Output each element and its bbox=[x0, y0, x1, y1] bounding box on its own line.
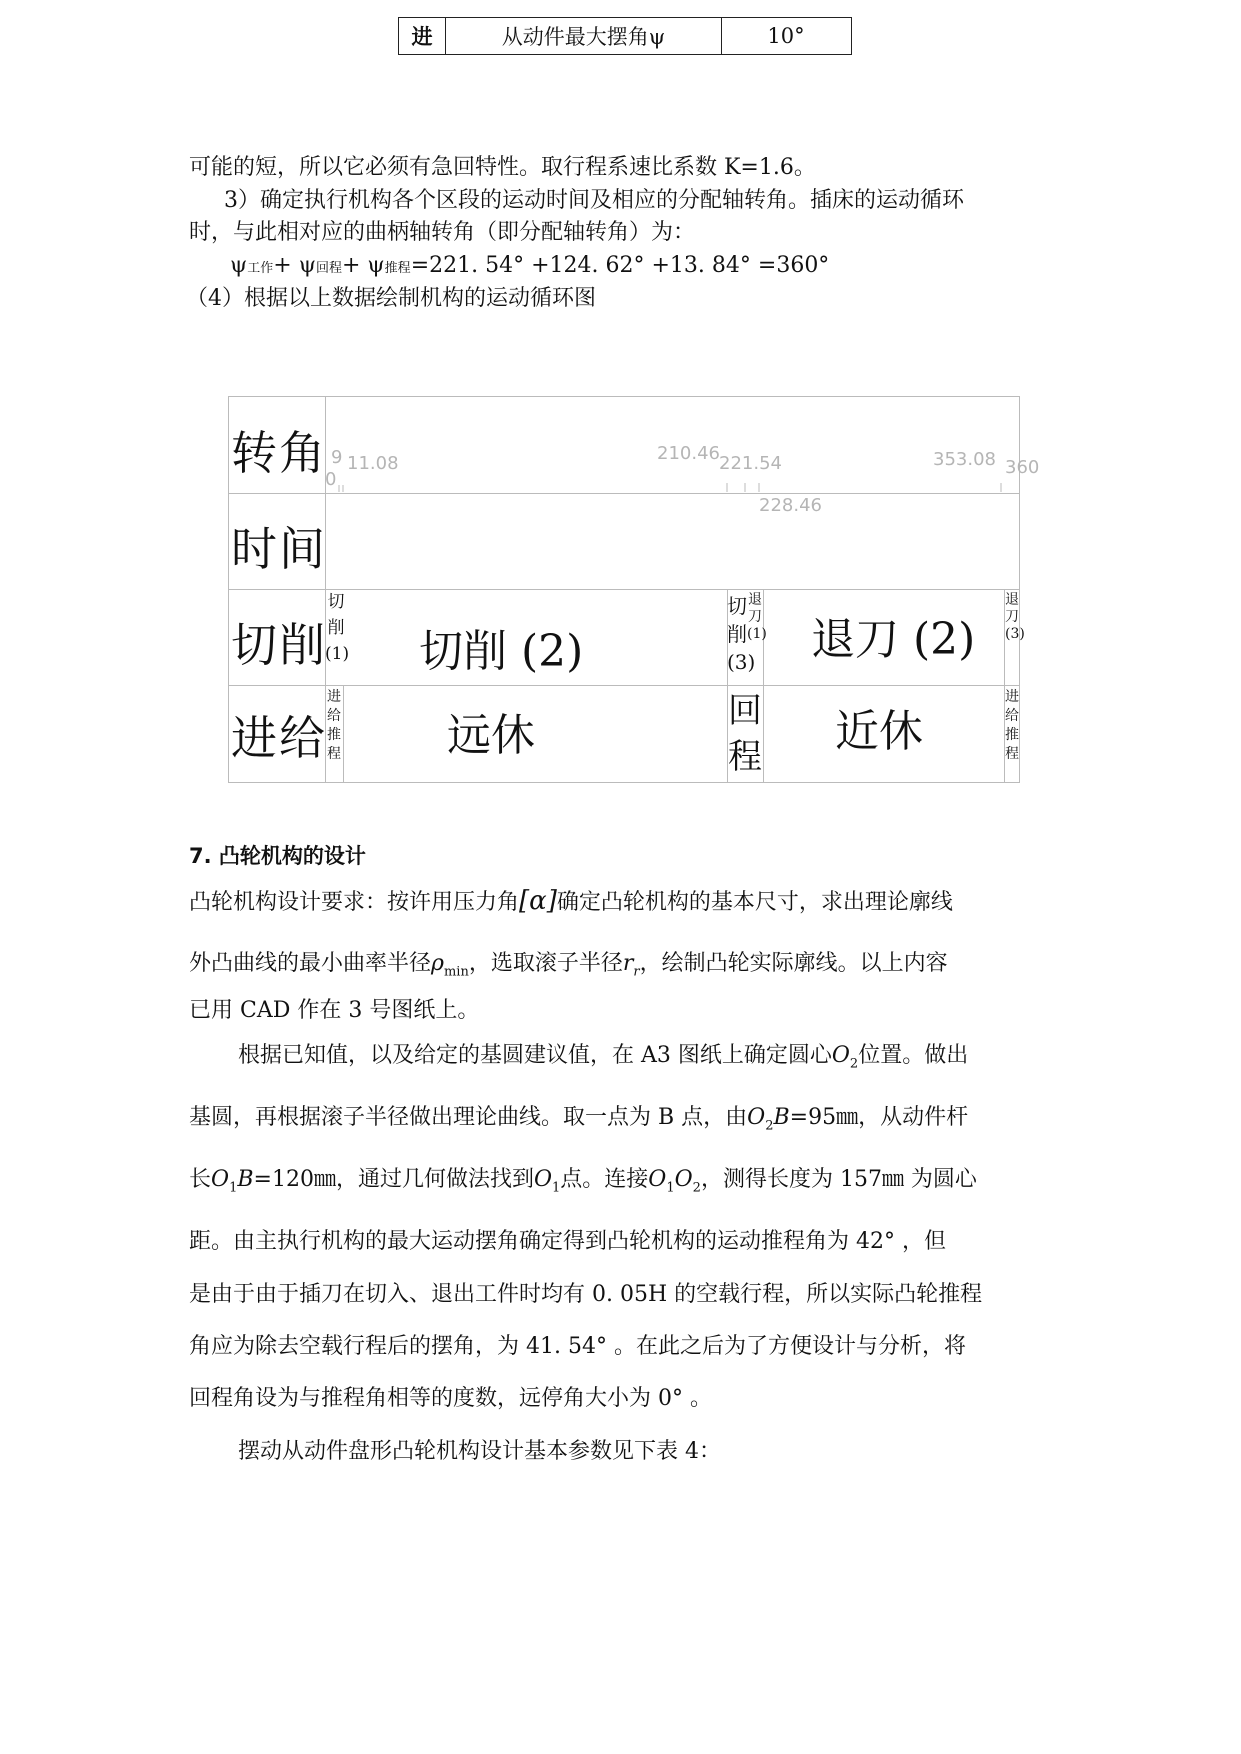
angle-tick-marks bbox=[325, 477, 1019, 493]
cut-stage-1-char: 切 bbox=[327, 592, 345, 612]
motion-cycle-diagram bbox=[228, 396, 1040, 783]
row-label-cutting: 切削 bbox=[231, 618, 327, 672]
cut-stage-2: 切削 (2) bbox=[419, 626, 584, 677]
cut-stage-1 bbox=[325, 592, 350, 664]
paragraph-step3: 3）确定执行机构各个区段的运动时间及相应的分配轴转角。插床的运动循环 bbox=[224, 188, 964, 213]
design-paragraph-line4: 距。由主执行机构的最大运动摆角确定得到凸轮机构的运动推程角为 42° ，但 bbox=[189, 1229, 946, 1254]
psi-sub-work: 工作 bbox=[247, 261, 274, 276]
feed-push-1-char: 程 bbox=[327, 746, 341, 762]
point-O1: O bbox=[533, 1167, 552, 1192]
retract-stage-3-char: 刀 bbox=[1005, 609, 1019, 625]
cut-stage-1-char: 削 bbox=[327, 618, 345, 638]
table-cell-parameter: 从动件最大摆角ψ bbox=[446, 18, 722, 54]
retract-stage-3 bbox=[1005, 592, 1025, 643]
text-run: 外凸曲线的最小曲率半径 bbox=[189, 951, 432, 976]
design-paragraph-line6: 角应为除去空载行程后的摆角，为 41. 54° 。在此之后为了方便设计与分析，将 bbox=[189, 1334, 966, 1359]
point-O2: O bbox=[674, 1167, 693, 1192]
psi-sub-push: 推程 bbox=[384, 261, 411, 276]
rho-subscript: min bbox=[443, 964, 469, 980]
row-divider bbox=[229, 589, 1019, 590]
parameter-table-fragment bbox=[398, 17, 852, 55]
text-run: 确定凸轮机构的基本尺寸，求出理论廓线 bbox=[556, 890, 953, 915]
far-rest: 远休 bbox=[447, 710, 535, 761]
subscript: 2 bbox=[765, 1118, 774, 1134]
point-B: B bbox=[237, 1167, 254, 1192]
return-char: 程 bbox=[728, 737, 762, 777]
tick-label: 221.54 bbox=[719, 453, 782, 474]
point-O1: O bbox=[648, 1167, 667, 1192]
segment-divider bbox=[763, 589, 764, 782]
plus-psi-2: + ψ bbox=[341, 253, 385, 278]
paragraph-quick-return: 可能的短，所以它必须有急回特性。取行程系速比系数 K=1.6。 bbox=[189, 155, 816, 180]
section-heading: 7. 凸轮机构的设计 bbox=[189, 844, 366, 868]
rho-symbol: ρ bbox=[431, 951, 444, 976]
feed-push-stage-1 bbox=[325, 688, 343, 764]
table-reference-line: 摆动从动件盘形凸轮机构设计基本参数见下表 4： bbox=[238, 1439, 721, 1464]
text-run: =120㎜，通过几何做法找到 bbox=[253, 1167, 534, 1192]
feed-push-2-char: 给 bbox=[1005, 708, 1019, 724]
roller-radius-subscript: r bbox=[633, 964, 640, 980]
near-rest: 近休 bbox=[835, 706, 923, 757]
design-paragraph-line2 bbox=[189, 1102, 968, 1142]
roller-radius-symbol: r bbox=[622, 951, 634, 976]
equation-values: =221. 54° +124. 62° +13. 84° =360° bbox=[410, 253, 830, 278]
feed-push-2-char: 进 bbox=[1005, 689, 1019, 705]
text-run: 点。连接 bbox=[560, 1167, 649, 1192]
segment-divider bbox=[343, 685, 344, 782]
paragraph-step4: （4）根据以上数据绘制机构的运动循环图 bbox=[186, 286, 596, 311]
tick-label: 353.08 bbox=[933, 449, 996, 470]
retract-stage-1-char: (1) bbox=[747, 626, 767, 642]
text-run: 基圆，再根据滚子半径做出理论曲线。取一点为 B 点，由 bbox=[189, 1105, 748, 1130]
text-run: 长 bbox=[189, 1167, 212, 1192]
subscript: 1 bbox=[552, 1180, 561, 1196]
feed-push-2-char: 程 bbox=[1005, 746, 1019, 762]
design-paragraph-line5: 是由于由于插刀在切入、退出工件时均有 0. 05H 的空载行程，所以实际凸轮推程 bbox=[189, 1282, 983, 1307]
design-requirements-line1 bbox=[189, 885, 953, 919]
pressure-angle-symbol: [α] bbox=[519, 886, 557, 916]
retract-stage-1-char: 退 bbox=[748, 592, 762, 608]
tick-label: 11.08 bbox=[347, 453, 399, 474]
tick-label: 360 bbox=[1005, 457, 1040, 478]
tick-label: 228.46 bbox=[759, 495, 822, 516]
text-run: ，选取滚子半径 bbox=[468, 951, 623, 976]
retract-stage-3-char: (3) bbox=[1005, 626, 1025, 642]
subscript: 2 bbox=[692, 1180, 701, 1196]
text-run: ，绘制凸轮实际廓线。以上内容 bbox=[639, 951, 948, 976]
point-O1: O bbox=[211, 1167, 230, 1192]
return-stroke bbox=[727, 688, 763, 780]
row-label-feed: 进给 bbox=[231, 711, 327, 765]
paragraph-step3-cont: 时，与此相对应的曲柄轴转角（即分配轴转角）为： bbox=[189, 220, 696, 245]
text-run: 位置。做出 bbox=[858, 1043, 969, 1068]
tick-label: 0 bbox=[325, 469, 337, 490]
point-O2: O bbox=[831, 1043, 850, 1068]
psi-sub-return: 回程 bbox=[315, 261, 342, 276]
angle-equation bbox=[230, 250, 829, 285]
cut-stage-3 bbox=[727, 592, 756, 676]
text-run: 根据已知值，以及给定的基圆建议值，在 A3 图纸上确定圆心 bbox=[238, 1043, 832, 1068]
feed-push-1-char: 进 bbox=[327, 689, 341, 705]
feed-push-1-char: 给 bbox=[327, 708, 341, 724]
row-label-angle: 转角 bbox=[231, 426, 327, 480]
design-paragraph-line1 bbox=[238, 1040, 968, 1080]
psi-symbol: ψ bbox=[230, 253, 248, 278]
design-requirements-line3: 已用 CAD 作在 3 号图纸上。 bbox=[189, 998, 480, 1023]
subscript: 2 bbox=[849, 1056, 859, 1072]
design-requirements-line2 bbox=[189, 948, 948, 988]
return-char: 回 bbox=[728, 691, 762, 731]
retract-stage-1 bbox=[747, 592, 767, 643]
subscript: 1 bbox=[229, 1180, 238, 1196]
text-run: ，测得长度为 157㎜ 为圆心 bbox=[700, 1167, 977, 1192]
cut-stage-3-char: (3) bbox=[727, 650, 756, 674]
point-B: B bbox=[773, 1105, 790, 1130]
point-O2: O bbox=[747, 1105, 766, 1130]
table-cell-stage: 进 bbox=[399, 18, 446, 54]
subscript: 1 bbox=[666, 1180, 675, 1196]
feed-push-stage-2 bbox=[1005, 688, 1019, 764]
retract-stage-1-char: 刀 bbox=[748, 609, 762, 625]
tick-label: 9 bbox=[331, 447, 343, 468]
retract-stage-2: 退刀 (2) bbox=[811, 614, 976, 665]
row-label-time: 时间 bbox=[231, 522, 327, 576]
design-paragraph-line7: 回程角设为与推程角相等的度数，远停角大小为 0° 。 bbox=[189, 1386, 712, 1411]
cut-stage-3-char: 切 bbox=[727, 594, 747, 618]
text-run: =95㎜，从动件杆 bbox=[789, 1105, 969, 1130]
retract-stage-3-char: 退 bbox=[1005, 592, 1019, 608]
feed-push-2-char: 推 bbox=[1005, 727, 1019, 743]
feed-push-1-char: 推 bbox=[327, 727, 341, 743]
text-run: 凸轮机构设计要求：按许用压力角 bbox=[189, 890, 520, 915]
row-divider bbox=[229, 493, 1019, 494]
tick-label: 210.46 bbox=[657, 443, 720, 464]
cut-stage-3-char: 削 bbox=[727, 622, 747, 646]
plus-psi-1: + ψ bbox=[273, 253, 316, 278]
design-paragraph-line3 bbox=[189, 1164, 977, 1204]
cut-stage-1-char: (1) bbox=[325, 644, 350, 664]
row-divider bbox=[229, 685, 1019, 686]
table-cell-value: 10° bbox=[767, 24, 805, 48]
